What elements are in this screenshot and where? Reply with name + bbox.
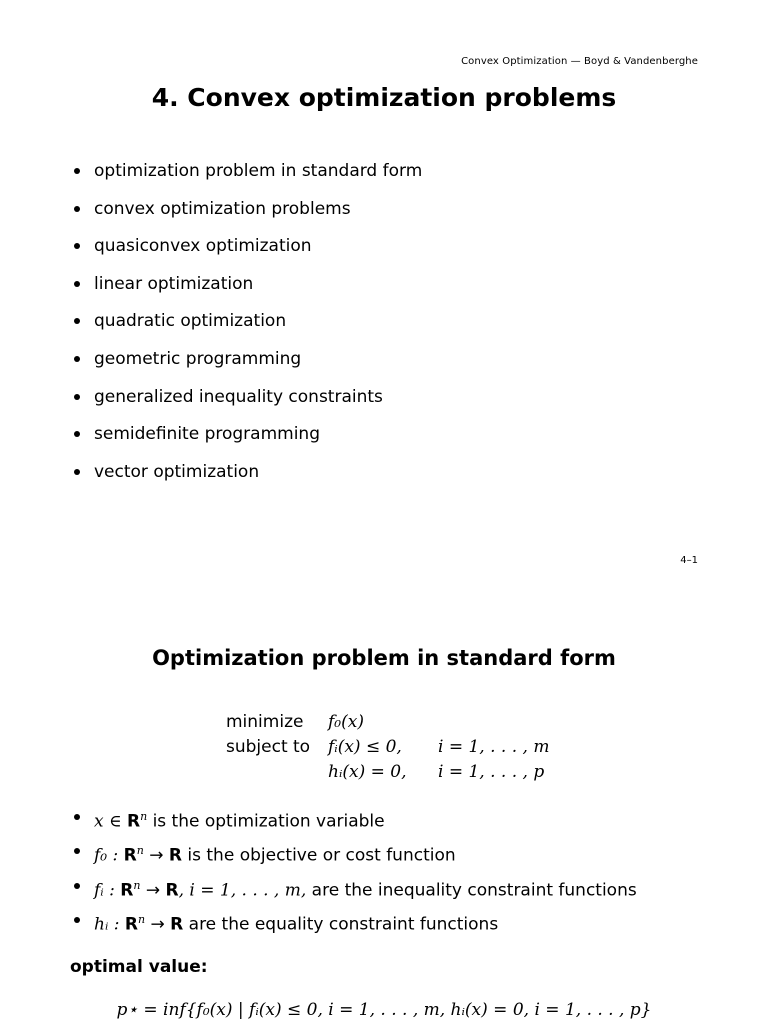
subject-to-label: subject to [226, 737, 311, 757]
optimal-value-label: optimal value: [70, 957, 208, 977]
section-title: Optimization problem in standard form [152, 646, 616, 670]
list-item: quasiconvex optimization [74, 235, 422, 273]
list-item: generalized inequality constraints [74, 386, 422, 424]
list-item: optimization problem in standard form [74, 160, 422, 198]
list-item: vector optimization [74, 461, 422, 499]
list-item: convex optimization problems [74, 198, 422, 236]
equality-range: i = 1, . . . , p [438, 762, 545, 782]
list-item: quadratic optimization [74, 310, 422, 348]
header-note: Convex Optimization — Boyd & Vandenberghe [461, 56, 698, 67]
objective: f₀(x) [328, 712, 364, 732]
inequality-range: i = 1, . . . , m [438, 737, 550, 757]
definition-list [74, 806, 637, 943]
list-item: hᵢ : $R^n \to R$ are the equality constraint functions [74, 909, 637, 943]
equality-constraint: hᵢ(x) = 0, [328, 762, 407, 782]
slide-title: 4. Convex optimization problems [151, 83, 617, 112]
optimal-value-formula: p⋆ = inf{f₀(x) | fᵢ(x) ≤ 0, i = 1, . . . , m, hᵢ(x) = 0, i = 1, . . . , p} [116, 1000, 652, 1020]
list-item: f₀ : $R^n \to R$ is the objective or cost function [74, 840, 637, 874]
page-number: 4–1 [680, 555, 698, 566]
list-item: semidefinite programming [74, 423, 422, 461]
list-item: x ∈ $R^n$ is the optimization variable [74, 806, 637, 840]
optimization-problem [226, 711, 549, 786]
list-item: linear optimization [74, 273, 422, 311]
topic-list [74, 160, 422, 498]
list-item: fᵢ : $R^n \to R$, i = 1, . . . , m, are the inequality constraint functions [74, 875, 637, 909]
minimize-label: minimize [226, 712, 304, 732]
list-item: geometric programming [74, 348, 422, 386]
inequality-constraint: fᵢ(x) ≤ 0, [328, 737, 402, 757]
